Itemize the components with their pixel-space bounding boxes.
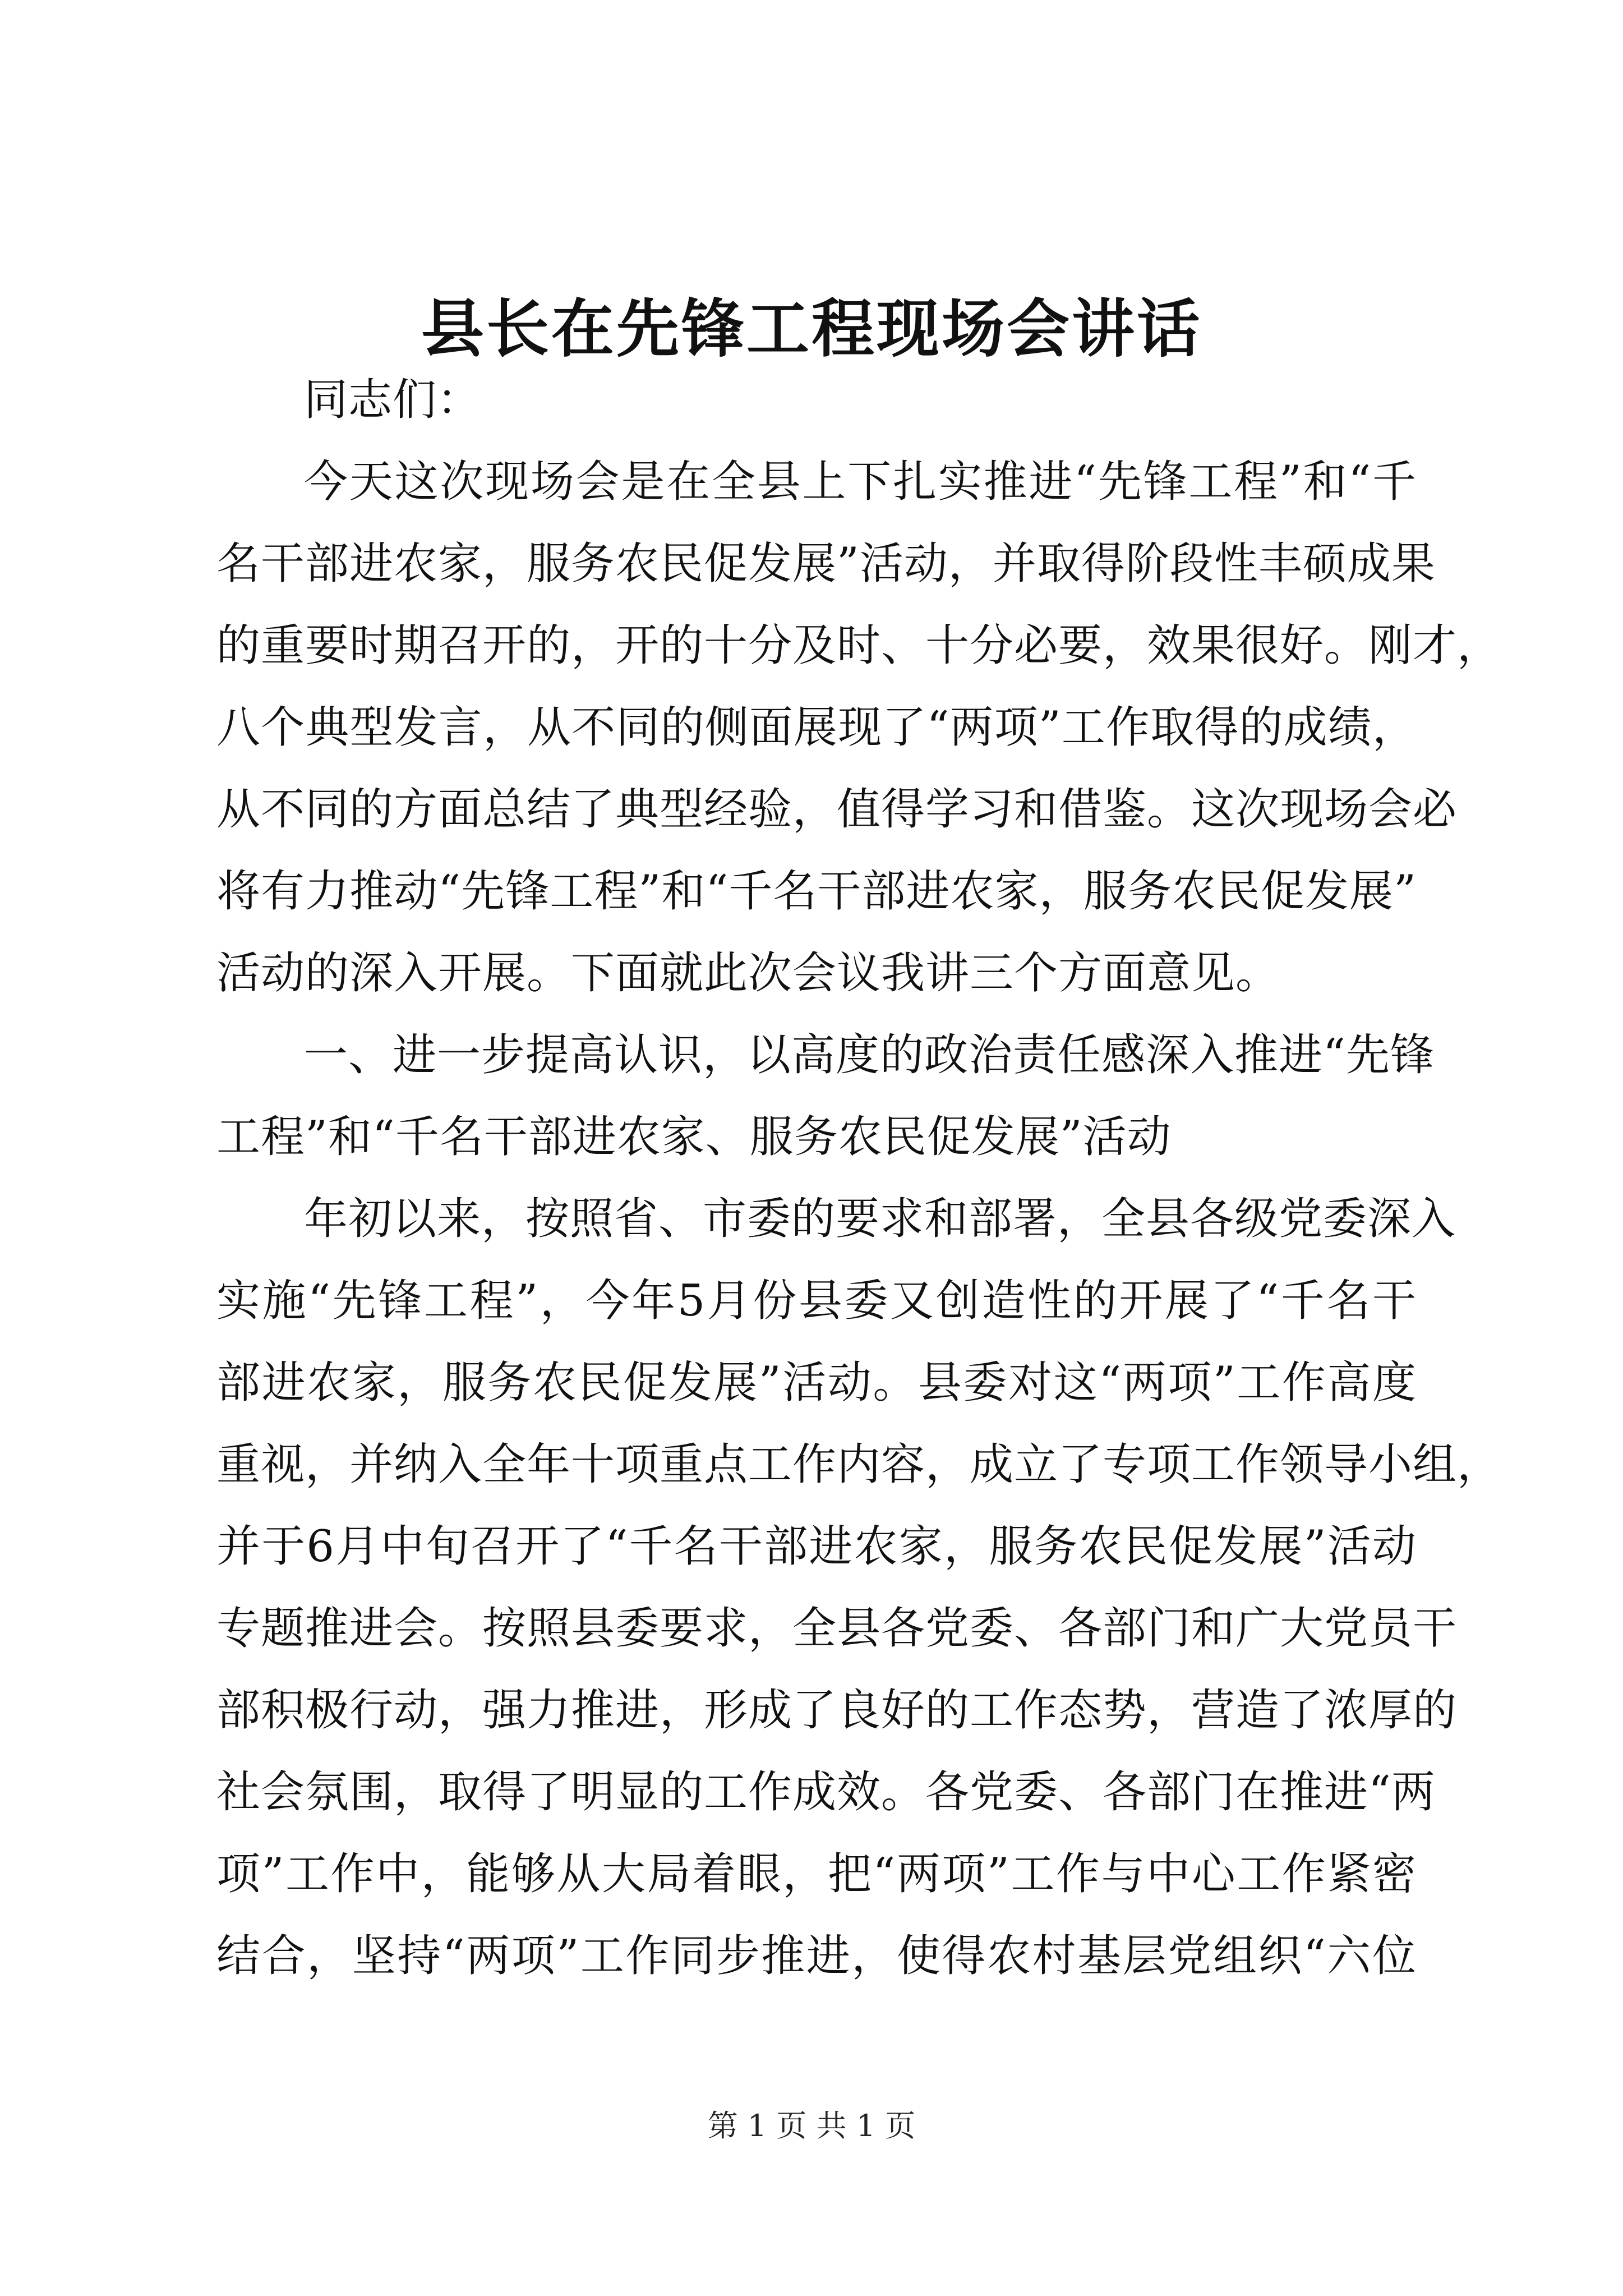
page-footer: 第 1 页 共 1 页: [707, 2108, 916, 2143]
paragraph-line: 项”工作中，能够从大局着眼，把“两项”工作与中心工作紧密: [216, 1849, 1417, 1899]
paragraph-line: 部进农家，服务农民促发展”活动。县委对这“两项”工作高度: [216, 1358, 1417, 1408]
section-heading-line: 工程”和“千名干部进农家、服务农民促发展”活动: [216, 1112, 1172, 1162]
salutation-line: 同志们：: [304, 375, 482, 425]
paragraph-line: 年初以来，按照省、市委的要求和部署，全县各级党委深入: [304, 1194, 1456, 1244]
paragraph-line: 的重要时期召开的，开的十分及时、十分必要，效果很好。刚才，: [216, 620, 1502, 671]
paragraph-line: 八个典型发言，从不同的侧面展现了“两项”工作取得的成绩，: [216, 702, 1417, 753]
section-heading-line: 一、进一步提高认识，以高度的政治责任感深入推进“先锋: [304, 1030, 1435, 1080]
paragraph-line: 结合，坚持“两项”工作同步推进，使得农村基层党组织“六位: [216, 1931, 1417, 1981]
paragraph-line: 名干部进农家，服务农民促发展”活动，并取得阶段性丰硕成果: [216, 539, 1436, 589]
paragraph-line: 社会氛围，取得了明显的工作成效。各党委、各部门在推进“两: [216, 1767, 1436, 1818]
paragraph-line: 实施“先锋工程”，今年5月份县委又创造性的开展了“千名干: [216, 1276, 1417, 1326]
paragraph-line: 并于6月中旬召开了“千名干部进农家，服务农民促发展”活动: [216, 1521, 1417, 1572]
paragraph-line: 重视，并纳入全年十项重点工作内容，成立了专项工作领导小组，: [216, 1439, 1502, 1490]
paragraph-line: 专题推进会。按照县委要求，全县各党委、各部门和广大党员干: [216, 1603, 1458, 1654]
document-body: [216, 359, 1502, 1997]
paragraph-line: 从不同的方面总结了典型经验，值得学习和借鉴。这次现场会必: [216, 784, 1458, 835]
paragraph-line: 活动的深入开展。下面就此次会议我讲三个方面意见。: [216, 948, 1280, 999]
document-title: 县长在先锋工程现场会讲话: [421, 292, 1202, 366]
paragraph-line: 部积极行动，强力推进，形成了良好的工作态势，营造了浓厚的: [216, 1685, 1458, 1736]
paragraph-line: 将有力推动“先锋工程”和“千名干部进农家，服务农民促发展”: [216, 866, 1417, 917]
paragraph-line: 今天这次现场会是在全县上下扎实推进“先锋工程”和“千: [304, 457, 1417, 507]
